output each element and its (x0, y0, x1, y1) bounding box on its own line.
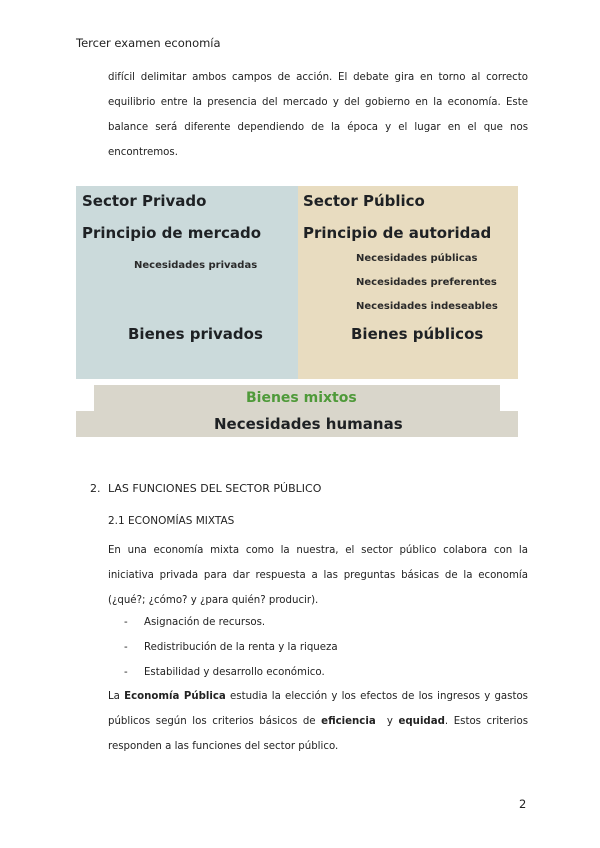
paragraph-line: En una economía mixta como la nuestra, el sector público colabora con la (108, 545, 528, 556)
private-sector-panel (76, 186, 298, 379)
paragraph-line: encontremos. (108, 147, 178, 158)
private-sector-title: Sector Privado (82, 192, 207, 210)
paragraph-line: La Economía Pública estudia la elección y los efectos de los ingresos y gastos (108, 691, 528, 702)
paragraph-line: equilibrio entre la presencia del mercado y del gobierno en la economía. Este (108, 97, 528, 108)
mixed-goods-label: Bienes mixtos (246, 390, 357, 406)
bullet-marker: - (124, 642, 128, 653)
bullet-marker: - (124, 617, 128, 628)
public-goods: Bienes públicos (351, 325, 484, 343)
human-needs-label: Necesidades humanas (214, 415, 403, 433)
functions-list (124, 610, 338, 685)
private-goods: Bienes privados (128, 325, 263, 343)
paragraph-line: difícil delimitar ambos campos de acción. El debate gira en torno al correcto (108, 72, 528, 83)
public-sector-title: Sector Público (303, 192, 425, 210)
list-item: - Asignación de recursos. (124, 610, 338, 635)
term-public-economy: Economía Pública (124, 691, 226, 702)
paragraph-line: responden a las funciones del sector público. (108, 741, 339, 752)
sector-diagram (76, 186, 518, 440)
section-number: 2. (90, 482, 101, 495)
list-item: - Estabilidad y desarrollo económico. (124, 660, 338, 685)
section-2-heading (90, 482, 321, 495)
mixed-economy-paragraph (108, 538, 528, 613)
bullet-marker: - (124, 667, 128, 678)
page-header: Tercer examen economía (76, 36, 221, 50)
preferred-needs: Necesidades preferentes (356, 277, 497, 288)
section-title: LAS FUNCIONES DEL SECTOR PÚBLICO (108, 482, 322, 495)
list-item: - Redistribución de la renta y la riqueza (124, 635, 338, 660)
page-number: 2 (519, 797, 527, 811)
private-needs: Necesidades privadas (134, 260, 258, 271)
paragraph-line: iniciativa privada para dar respuesta a las preguntas básicas de la economía (108, 570, 528, 581)
public-economy-paragraph (108, 684, 528, 759)
public-needs: Necesidades públicas (356, 253, 478, 264)
section-2-1-heading: 2.1 ECONOMÍAS MIXTAS (108, 515, 235, 527)
intro-paragraph (108, 65, 528, 165)
market-principle: Principio de mercado (82, 224, 262, 242)
undesirable-needs: Necesidades indeseables (356, 301, 498, 312)
authority-principle: Principio de autoridad (303, 224, 492, 242)
term-equity: equidad (398, 716, 445, 727)
paragraph-line: públicos según los criterios básicos de eficiencia y equidad. Estos criterios (108, 716, 529, 727)
paragraph-line: (¿qué?; ¿cómo? y ¿para quién? producir). (108, 595, 319, 606)
term-efficiency: eficiencia (321, 716, 376, 727)
paragraph-line: balance será diferente dependiendo de la época y el lugar en el que nos (108, 122, 528, 133)
